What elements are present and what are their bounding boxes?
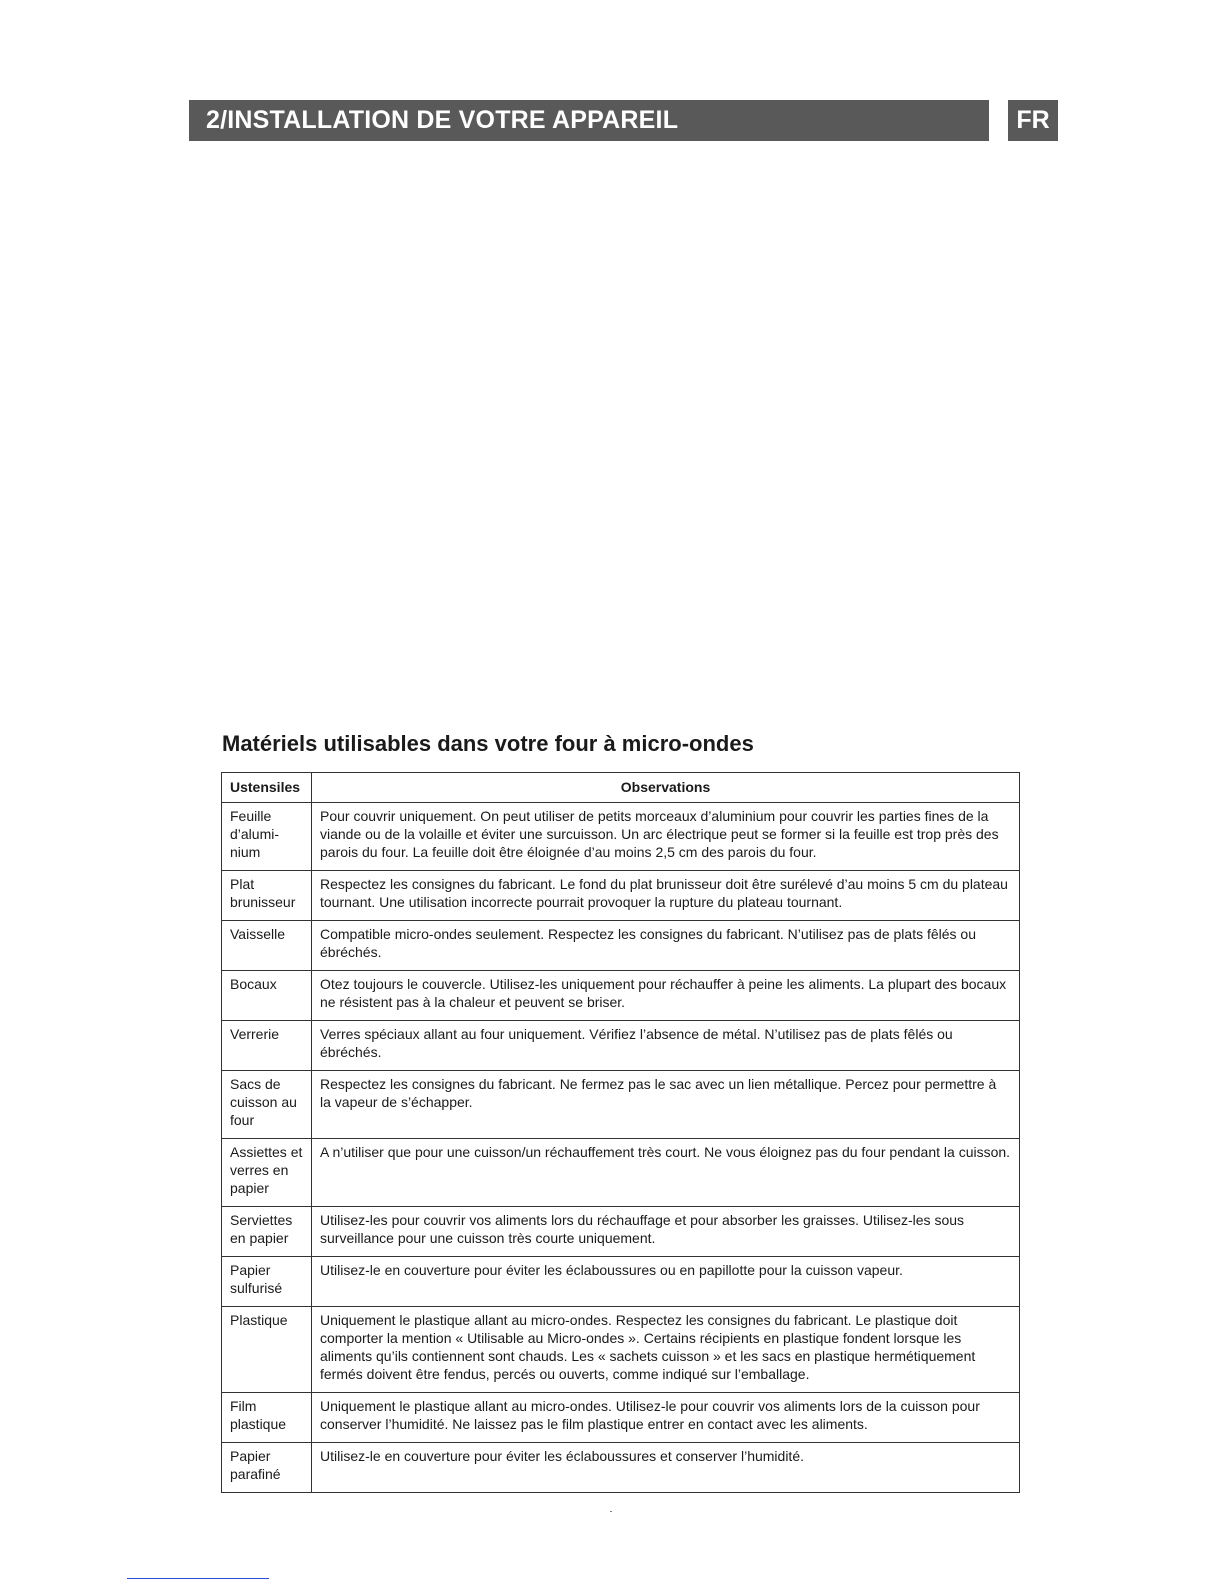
observation-cell: Utilisez-le en couverture pour éviter les éclaboussures et conserver l’humidité. [312, 1443, 1020, 1493]
table-row [222, 921, 1020, 971]
utensil-cell: Vaisselle [222, 921, 312, 971]
table-row [222, 1139, 1020, 1207]
utensil-cell: Feuille d’alumi-nium [222, 803, 312, 871]
utensil-cell: Papier parafiné [222, 1443, 312, 1493]
observation-cell: Utilisez-les pour couvrir vos aliments lors du réchauffage et pour absorber les graisses. Utilisez-les sous surveillance pour une cuisson très courte uniquement. [312, 1207, 1020, 1257]
table-header-row [222, 773, 1020, 803]
table-row [222, 1021, 1020, 1071]
table-title: Matériels utilisables dans votre four à micro-ondes [222, 731, 754, 756]
observation-cell: Respectez les consignes du fabricant. Ne fermez pas le sac avec un lien métallique. Percez pour permettre à la vapeur de s’échapper. [312, 1071, 1020, 1139]
utensil-cell: Plastique [222, 1307, 312, 1393]
utensil-cell: Papier sulfurisé [222, 1257, 312, 1307]
utensil-cell: Bocaux [222, 971, 312, 1021]
table-row [222, 1207, 1020, 1257]
observation-cell: Uniquement le plastique allant au micro-ondes. Respectez les consignes du fabricant. Le plastique doit comporter la mention « Utilisable au Micro-ondes ». Certains récipients en plastique fondent lorsque les aliments qu’ils contiennent sont chauds. Les « sachets cuisson » et les sacs en plastique hermétiquement fermés doivent être fendus, percés ou ouverts, comme indiqué sur l’emballage. [312, 1307, 1020, 1393]
table-row [222, 1257, 1020, 1307]
column-header-utensils: Ustensiles [222, 773, 312, 803]
observation-cell: Pour couvrir uniquement. On peut utiliser de petits morceaux d’aluminium pour couvrir les parties fines de la viande ou de la volaille et éviter une surcuisson. Un arc électrique peut se former si la feuille est trop près des parois du four. La feuille doit être éloignée d’au moins 2,5 cm des parois du four. [312, 803, 1020, 871]
language-badge: FR [1008, 100, 1058, 141]
utensil-cell: Plat brunisseur [222, 871, 312, 921]
page-mark [610, 1511, 612, 1512]
table-row [222, 871, 1020, 921]
table-row [222, 1071, 1020, 1139]
observation-cell: Utilisez-le en couverture pour éviter les éclaboussures ou en papillotte pour la cuisson vapeur. [312, 1257, 1020, 1307]
utensil-cell: Serviettes en papier [222, 1207, 312, 1257]
utensil-cell: Sacs de cuisson au four [222, 1071, 312, 1139]
observation-cell: Compatible micro-ondes seulement. Respectez les consignes du fabricant. N’utilisez pas de plats fêlés ou ébréchés. [312, 921, 1020, 971]
observation-cell: Otez toujours le couvercle. Utilisez-les uniquement pour réchauffer à peine les aliments. La plupart des bocaux ne résistent pas à la chaleur et peuvent se briser. [312, 971, 1020, 1021]
table-row [222, 1443, 1020, 1493]
table-row [222, 803, 1020, 871]
table-row [222, 1393, 1020, 1443]
utensil-cell: Verrerie [222, 1021, 312, 1071]
observation-cell: Respectez les consignes du fabricant. Le fond du plat brunisseur doit être surélevé d’au moins 5 cm du plateau tournant. Une utilisation incorrecte pourrait provoquer la rupture du plateau tournant. [312, 871, 1020, 921]
observation-cell: Uniquement le plastique allant au micro-ondes. Utilisez-le pour couvrir vos aliments lors de la cuisson pour conserver l’humidité. Ne laissez pas le film plastique entrer en contact avec les aliments. [312, 1393, 1020, 1443]
column-header-observations: Observations [312, 773, 1020, 803]
utensil-cell: Assiettes et verres en papier [222, 1139, 312, 1207]
footer-link-underline[interactable] [127, 1578, 269, 1579]
materials-table [221, 772, 1020, 1493]
section-header: 2/INSTALLATION DE VOTRE APPAREIL [189, 100, 989, 141]
table-row [222, 971, 1020, 1021]
table-row [222, 1307, 1020, 1393]
utensil-cell: Film plastique [222, 1393, 312, 1443]
observation-cell: A n’utiliser que pour une cuisson/un réchauffement très court. Ne vous éloignez pas du four pendant la cuisson. [312, 1139, 1020, 1207]
observation-cell: Verres spéciaux allant au four uniquement. Vérifiez l’absence de métal. N’utilisez pas de plats fêlés ou ébréchés. [312, 1021, 1020, 1071]
